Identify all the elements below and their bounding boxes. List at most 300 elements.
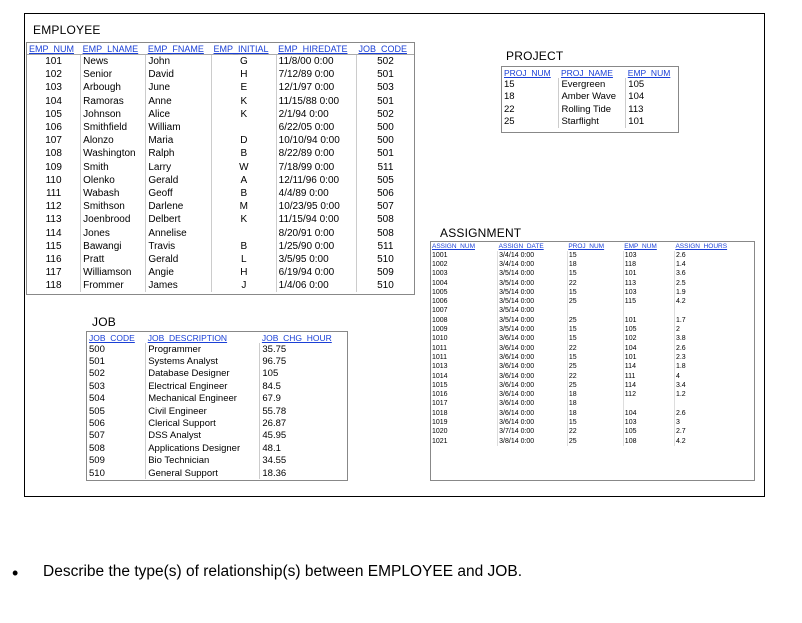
assignment-cell-proj-num: 22: [567, 428, 623, 437]
employee-cell-emp-fname: Gerald: [146, 174, 212, 187]
assignment-cell-assign-date: 3/8/14 0:00: [498, 437, 568, 446]
employee-row: [27, 226, 414, 239]
employee-cell-emp-num: 101: [27, 55, 81, 69]
project-cell-proj-num: 15: [502, 78, 559, 91]
employee-row: [27, 240, 414, 253]
assignment-cell-proj-num: 22: [567, 372, 623, 381]
assignment-cell-assign-hours: [674, 307, 754, 316]
assignment-cell-emp-num: 101: [623, 270, 674, 279]
employee-cell-emp-initial: B: [212, 187, 277, 200]
job-row: [87, 343, 347, 355]
job-title: JOB: [92, 315, 116, 329]
employee-cell-job-code: 511: [377, 240, 394, 252]
assignment-cell-emp-num: 114: [623, 381, 674, 390]
employee-cell-job-code: 511: [377, 161, 394, 173]
assignment-cell-assign-num: 1004: [431, 279, 498, 288]
employee-cell-emp-hiredate: 6/19/94 0:00: [276, 266, 356, 279]
assignment-cell-assign-date: 3/6/14 0:00: [498, 344, 568, 353]
employee-row: [27, 134, 414, 147]
assignment-cell-assign-date: 3/5/14 0:00: [498, 297, 568, 306]
employee-cell-emp-initial: J: [212, 279, 277, 292]
employee-cell-emp-fname: Gerald: [146, 253, 212, 266]
assignment-cell-assign-num: 1019: [431, 418, 498, 427]
employee-cell-emp-lname: Jones: [81, 226, 146, 239]
assignment-row: [431, 409, 754, 418]
assignment-row: [431, 372, 754, 381]
employee-cell-emp-hiredate: 7/18/99 0:00: [276, 161, 356, 174]
assignment-cell-assign-num: 1011: [431, 353, 498, 362]
project-title: PROJECT: [506, 49, 564, 63]
employee-cell-emp-num: 104: [27, 95, 81, 108]
assignment-row: [431, 288, 754, 297]
employee-cell-emp-hiredate: 10/23/95 0:00: [276, 200, 356, 213]
assignment-cell-assign-num: 1005: [431, 288, 498, 297]
assignment-cell-assign-date: 3/5/14 0:00: [498, 288, 568, 297]
assignment-cell-assign-num: 1021: [431, 437, 498, 446]
job-cell-job-code: 508: [87, 442, 146, 454]
assignment-cell-assign-num: 1010: [431, 335, 498, 344]
assignment-cell-assign-hours: 2: [675, 326, 680, 334]
job-cell-job-code: 501: [87, 355, 146, 367]
employee-cell-emp-initial: D: [212, 134, 277, 147]
employee-cell-emp-initial: B: [212, 147, 277, 160]
employee-row: [27, 95, 414, 108]
employee-cell-job-code: 500: [377, 122, 394, 134]
job-cell-job-code: 506: [87, 417, 146, 429]
assignment-cell-assign-hours: 1.2: [675, 391, 686, 399]
project-header-emp-num: EMP_NUM: [627, 67, 671, 78]
assignment-cell-assign-date: 3/6/14 0:00: [498, 390, 568, 399]
assignment-cell-emp-num: 101: [623, 316, 674, 325]
assignment-cell-assign-num: 1009: [431, 325, 498, 334]
employee-cell-emp-lname: Bawangi: [81, 240, 146, 253]
job-cell-job-code: 505: [87, 405, 146, 417]
job-cell-job-chg-hour: 84.5: [262, 380, 281, 392]
employee-cell-emp-lname: Ramoras: [81, 95, 146, 108]
assignment-title: ASSIGNMENT: [440, 226, 522, 240]
employee-row: [27, 81, 414, 94]
assignment-cell-assign-num: 1006: [431, 297, 498, 306]
employee-cell-emp-initial: M: [212, 200, 277, 213]
employee-cell-emp-num: 106: [27, 121, 81, 134]
job-cell-job-chg-hour: 34.55: [262, 455, 287, 467]
project-cell-emp-num: 101: [628, 116, 645, 128]
project-cell-emp-num: 105: [628, 78, 645, 90]
employee-cell-emp-lname: Olenko: [81, 174, 146, 187]
assignment-cell-assign-date: 3/4/14 0:00: [498, 251, 568, 260]
assignment-cell-emp-num: 103: [623, 288, 674, 297]
assignment-row: [431, 400, 754, 409]
job-header-job-description: JOB_DESCRIPTION: [147, 332, 228, 343]
assignment-header-emp-num: EMP_NUM: [624, 243, 657, 250]
employee-cell-emp-fname: Geoff: [146, 187, 212, 200]
employee-cell-emp-fname: Larry: [146, 161, 212, 174]
assignment-cell-proj-num: 15: [567, 325, 623, 334]
employee-cell-emp-lname: Senior: [81, 68, 146, 81]
assignment-cell-emp-num: 115: [623, 297, 674, 306]
employee-cell-emp-initial: G: [212, 55, 277, 69]
job-row: [87, 417, 347, 429]
employee-cell-emp-hiredate: 4/4/89 0:00: [276, 187, 356, 200]
employee-cell-emp-initial: K: [212, 108, 277, 121]
assignment-cell-emp-num: 101: [623, 353, 674, 362]
assignment-row: [431, 260, 754, 269]
employee-cell-emp-num: 114: [27, 226, 81, 239]
job-row: [87, 405, 347, 417]
employee-title: EMPLOYEE: [33, 23, 101, 37]
assignment-cell-assign-num: 1017: [431, 400, 498, 409]
assignment-cell-emp-num: 105: [623, 428, 674, 437]
employee-cell-emp-lname: Pratt: [81, 253, 146, 266]
assignment-cell-assign-date: 3/5/14 0:00: [498, 325, 568, 334]
project-table-box: [501, 66, 679, 133]
employee-cell-job-code: 503: [377, 82, 394, 94]
assignment-cell-assign-date: 3/6/14 0:00: [498, 335, 568, 344]
employee-cell-emp-lname: Alonzo: [81, 134, 146, 147]
job-header-job-chg-hour: JOB_CHG_HOUR: [261, 332, 332, 343]
assignment-cell-emp-num: 111: [623, 372, 674, 381]
employee-cell-emp-initial: E: [212, 81, 277, 94]
employee-row: [27, 213, 414, 226]
assignment-cell-emp-num: 103: [623, 251, 674, 260]
assignment-cell-proj-num: [567, 307, 623, 316]
employee-cell-emp-hiredate: 12/1/97 0:00: [276, 81, 356, 94]
assignment-cell-assign-hours: 4: [675, 372, 680, 380]
assignment-cell-emp-num: 104: [623, 409, 674, 418]
employee-cell-emp-num: 110: [27, 174, 81, 187]
project-header-proj-name: PROJ_NAME: [560, 67, 613, 78]
employee-cell-job-code: 502: [377, 108, 394, 120]
assignment-cell-assign-hours: 3.4: [675, 381, 686, 389]
employee-cell-emp-initial: A: [212, 174, 277, 187]
assignment-cell-assign-num: 1011: [431, 344, 498, 353]
assignment-cell-assign-num: 1014: [431, 372, 498, 381]
job-cell-job-chg-hour: 55.78: [262, 405, 287, 417]
assignment-cell-emp-num: 105: [623, 325, 674, 334]
employee-table: [27, 43, 414, 292]
assignment-cell-assign-num: 1013: [431, 363, 498, 372]
employee-cell-emp-num: 118: [27, 279, 81, 292]
assignment-cell-assign-num: 1001: [431, 251, 498, 260]
assignment-cell-assign-hours: 4.2: [675, 437, 686, 445]
assignment-row: [431, 279, 754, 288]
assignment-cell-emp-num: 113: [623, 279, 674, 288]
assignment-cell-assign-num: 1020: [431, 428, 498, 437]
employee-cell-emp-fname: Alice: [146, 108, 212, 121]
assignment-cell-emp-num: [623, 400, 674, 409]
employee-row: [27, 55, 414, 69]
employee-cell-emp-num: 108: [27, 147, 81, 160]
question-text: Describe the type(s) of relationship(s) between EMPLOYEE and JOB.: [43, 563, 522, 580]
assignment-row: [431, 418, 754, 427]
job-cell-job-description: Mechanical Engineer: [146, 393, 260, 405]
job-row: [87, 442, 347, 454]
employee-cell-emp-num: 112: [27, 200, 81, 213]
assignment-cell-proj-num: 15: [567, 418, 623, 427]
employee-cell-emp-hiredate: 7/12/89 0:00: [276, 68, 356, 81]
assignment-cell-assign-num: 1003: [431, 270, 498, 279]
assignment-cell-assign-hours: 3: [675, 418, 680, 426]
assignment-cell-assign-hours: [674, 400, 754, 409]
assignment-cell-assign-num: 1002: [431, 260, 498, 269]
assignment-cell-proj-num: 15: [567, 270, 623, 279]
job-row: [87, 467, 347, 479]
employee-cell-job-code: 500: [377, 135, 394, 147]
employee-cell-emp-fname: Ralph: [146, 147, 212, 160]
employee-cell-emp-lname: Smithson: [81, 200, 146, 213]
job-cell-job-description: General Support: [146, 467, 260, 479]
assignment-cell-assign-date: 3/6/14 0:00: [498, 381, 568, 390]
job-cell-job-chg-hour: 67.9: [262, 393, 281, 405]
assignment-cell-assign-hours: 2.6: [675, 344, 686, 352]
employee-cell-emp-hiredate: 6/22/05 0:00: [276, 121, 356, 134]
assignment-cell-assign-date: 3/6/14 0:00: [498, 363, 568, 372]
employee-cell-emp-num: 115: [27, 240, 81, 253]
project-table: [502, 67, 678, 128]
employee-row: [27, 68, 414, 81]
project-cell-proj-num: 25: [502, 116, 559, 129]
job-cell-job-chg-hour: 26.87: [262, 418, 287, 430]
project-cell-emp-num: 113: [628, 103, 644, 115]
job-row: [87, 368, 347, 380]
assignment-row: [431, 437, 754, 446]
employee-cell-emp-num: 111: [27, 187, 81, 200]
project-cell-proj-name: Rolling Tide: [559, 103, 626, 116]
job-cell-job-chg-hour: 45.95: [262, 430, 287, 442]
employee-row: [27, 266, 414, 279]
employee-header-emp-hiredate: EMP_HIREDATE: [276, 43, 356, 55]
assignment-row: [431, 353, 754, 362]
employee-cell-emp-lname: Wabash: [81, 187, 146, 200]
job-cell-job-description: Bio Technician: [146, 455, 260, 467]
employee-cell-emp-lname: Joenbrood: [81, 213, 146, 226]
employee-row: [27, 187, 414, 200]
employee-cell-emp-lname: Smithfield: [81, 121, 146, 134]
assignment-cell-assign-date: 3/6/14 0:00: [498, 372, 568, 381]
employee-cell-emp-num: 107: [27, 134, 81, 147]
assignment-table-box: [430, 241, 755, 481]
assignment-cell-assign-date: 3/7/14 0:00: [498, 428, 568, 437]
employee-row: [27, 147, 414, 160]
assignment-cell-emp-num: 104: [623, 344, 674, 353]
employee-cell-emp-fname: John: [146, 55, 212, 69]
employee-cell-emp-num: 103: [27, 81, 81, 94]
assignment-cell-proj-num: 18: [567, 400, 623, 409]
employee-row: [27, 161, 414, 174]
assignment-header-assign-num: ASSIGN_NUM: [432, 243, 475, 250]
employee-cell-job-code: 510: [377, 253, 394, 265]
employee-cell-emp-hiredate: 3/5/95 0:00: [276, 253, 356, 266]
employee-cell-job-code: 507: [377, 201, 394, 213]
assignment-cell-proj-num: 25: [567, 297, 623, 306]
employee-cell-emp-initial: [212, 121, 277, 134]
assignment-row: [431, 428, 754, 437]
assignment-cell-assign-date: 3/5/14 0:00: [498, 316, 568, 325]
employee-cell-job-code: 510: [377, 280, 394, 292]
employee-header-job-code: JOB_CODE: [356, 43, 414, 55]
employee-cell-emp-fname: James: [146, 279, 212, 292]
project-cell-proj-name: Starflight: [559, 116, 626, 129]
job-cell-job-description: Programmer: [146, 343, 260, 355]
employee-cell-emp-num: 109: [27, 161, 81, 174]
assignment-cell-proj-num: 22: [567, 344, 623, 353]
assignment-cell-assign-date: 3/6/14 0:00: [498, 418, 568, 427]
assignment-cell-assign-hours: 2.6: [675, 409, 686, 417]
job-cell-job-description: Electrical Engineer: [146, 380, 260, 392]
employee-row: [27, 108, 414, 121]
job-cell-job-code: 503: [87, 380, 146, 392]
employee-cell-emp-hiredate: 11/15/94 0:00: [276, 213, 356, 226]
assignment-row: [431, 335, 754, 344]
employee-cell-emp-num: 117: [27, 266, 81, 279]
job-cell-job-description: Clerical Support: [146, 417, 260, 429]
job-table: [87, 332, 347, 479]
employee-cell-emp-num: 116: [27, 253, 81, 266]
job-row: [87, 455, 347, 467]
assignment-cell-assign-hours: 2.7: [675, 428, 686, 436]
assignment-cell-assign-hours: 3.6: [675, 270, 686, 278]
assignment-cell-emp-num: 112: [623, 390, 674, 399]
assignment-table: [431, 242, 754, 446]
job-row: [87, 380, 347, 392]
job-cell-job-description: Applications Designer: [146, 442, 260, 454]
assignment-cell-assign-num: 1016: [431, 390, 498, 399]
project-row: [502, 91, 678, 104]
employee-header-emp-fname: EMP_FNAME: [146, 43, 212, 55]
assignment-cell-assign-hours: 3.8: [675, 335, 686, 343]
employee-cell-emp-hiredate: 1/4/06 0:00: [276, 279, 356, 292]
employee-cell-emp-lname: Williamson: [81, 266, 146, 279]
employee-cell-emp-initial: [212, 226, 277, 239]
assignment-cell-assign-hours: 1.9: [675, 288, 686, 296]
assignment-cell-proj-num: 18: [567, 390, 623, 399]
employee-cell-emp-initial: B: [212, 240, 277, 253]
employee-cell-emp-fname: Travis: [146, 240, 212, 253]
employee-cell-emp-lname: Washington: [81, 147, 146, 160]
assignment-cell-assign-date: 3/5/14 0:00: [498, 279, 568, 288]
employee-cell-emp-hiredate: 8/20/91 0:00: [276, 226, 356, 239]
employee-cell-emp-initial: W: [212, 161, 277, 174]
assignment-cell-assign-hours: 1.7: [675, 316, 686, 324]
employee-cell-emp-hiredate: 10/10/94 0:00: [276, 134, 356, 147]
project-header-proj-num: PROJ_NUM: [504, 67, 551, 78]
employee-row: [27, 121, 414, 134]
employee-row: [27, 174, 414, 187]
assignment-cell-proj-num: 15: [567, 288, 623, 297]
employee-cell-emp-fname: Angie: [146, 266, 212, 279]
project-cell-proj-name: Evergreen: [559, 78, 626, 91]
employee-row: [27, 253, 414, 266]
employee-cell-emp-initial: H: [212, 68, 277, 81]
assignment-cell-proj-num: 25: [567, 363, 623, 372]
employee-cell-emp-hiredate: 8/22/89 0:00: [276, 147, 356, 160]
project-row: [502, 116, 678, 129]
assignment-cell-emp-num: 102: [623, 335, 674, 344]
job-cell-job-chg-hour: 96.75: [262, 356, 287, 368]
assignment-cell-emp-num: 114: [623, 363, 674, 372]
job-cell-job-code: 509: [87, 455, 146, 467]
employee-cell-emp-lname: Smith: [81, 161, 146, 174]
assignment-cell-assign-hours: 2.6: [675, 251, 686, 259]
employee-cell-job-code: 509: [377, 267, 394, 279]
assignment-cell-proj-num: 15: [567, 335, 623, 344]
project-cell-proj-name: Amber Wave: [559, 91, 626, 104]
employee-cell-emp-hiredate: 11/15/88 0:00: [276, 95, 356, 108]
employee-cell-job-code: 506: [377, 187, 394, 199]
assignment-cell-proj-num: 25: [567, 437, 623, 446]
project-cell-proj-num: 18: [502, 91, 559, 104]
employee-cell-emp-fname: Darlene: [146, 200, 212, 213]
employee-row: [27, 279, 414, 292]
employee-cell-emp-hiredate: 11/8/00 0:00: [276, 55, 356, 69]
employee-cell-job-code: 501: [377, 95, 394, 107]
job-cell-job-code: 507: [87, 430, 146, 442]
job-cell-job-description: DSS Analyst: [146, 430, 260, 442]
job-row: [87, 393, 347, 405]
job-cell-job-description: Civil Engineer: [146, 405, 260, 417]
employee-cell-emp-fname: William: [146, 121, 212, 134]
employee-header-emp-num: EMP_NUM: [27, 43, 81, 55]
employee-cell-job-code: 501: [377, 148, 394, 160]
job-row: [87, 430, 347, 442]
employee-cell-emp-lname: Frommer: [81, 279, 146, 292]
employee-header-emp-initial: EMP_INITIAL: [212, 43, 277, 55]
assignment-row: [431, 381, 754, 390]
job-cell-job-chg-hour: 105: [262, 368, 279, 380]
assignment-cell-assign-date: 3/4/14 0:00: [498, 260, 568, 269]
assignment-row: [431, 390, 754, 399]
assignment-cell-assign-num: 1007: [431, 307, 498, 316]
employee-cell-emp-initial: K: [212, 95, 277, 108]
bullet-point: •: [12, 563, 19, 583]
project-row: [502, 103, 678, 116]
job-cell-job-code: 502: [87, 368, 146, 380]
employee-cell-emp-initial: L: [212, 253, 277, 266]
assignment-header-assign-date: ASSIGN_DATE: [498, 243, 544, 250]
job-cell-job-description: Database Designer: [146, 368, 260, 380]
job-cell-job-code: 510: [87, 467, 146, 479]
employee-cell-emp-lname: News: [81, 55, 146, 69]
assignment-row: [431, 316, 754, 325]
assignment-cell-emp-num: 108: [623, 437, 674, 446]
assignment-cell-assign-date: 3/6/14 0:00: [498, 400, 568, 409]
assignment-cell-emp-num: 103: [623, 418, 674, 427]
project-cell-emp-num: 104: [628, 91, 645, 103]
job-cell-job-description: Systems Analyst: [146, 355, 260, 367]
employee-cell-emp-fname: Anne: [146, 95, 212, 108]
job-row: [87, 355, 347, 367]
assignment-cell-proj-num: 22: [567, 279, 623, 288]
assignment-header-proj-num: PROJ_NUM: [568, 243, 605, 250]
assignment-row: [431, 251, 754, 260]
assignment-row: [431, 307, 754, 316]
employee-cell-job-code: 505: [377, 174, 394, 186]
assignment-cell-proj-num: 25: [567, 381, 623, 390]
employee-table-box: [26, 42, 415, 295]
employee-cell-job-code: 501: [377, 69, 394, 81]
employee-cell-emp-num: 113: [27, 213, 81, 226]
job-cell-job-code: 504: [87, 393, 146, 405]
assignment-row: [431, 270, 754, 279]
employee-cell-job-code: 508: [377, 214, 394, 226]
employee-cell-emp-initial: H: [212, 266, 277, 279]
assignment-cell-proj-num: 15: [567, 353, 623, 362]
job-cell-job-chg-hour: 35.75: [262, 343, 287, 355]
employee-cell-emp-num: 102: [27, 68, 81, 81]
employee-cell-job-code: 508: [377, 227, 394, 239]
assignment-cell-assign-num: 1015: [431, 381, 498, 390]
assignment-cell-proj-num: 18: [567, 409, 623, 418]
